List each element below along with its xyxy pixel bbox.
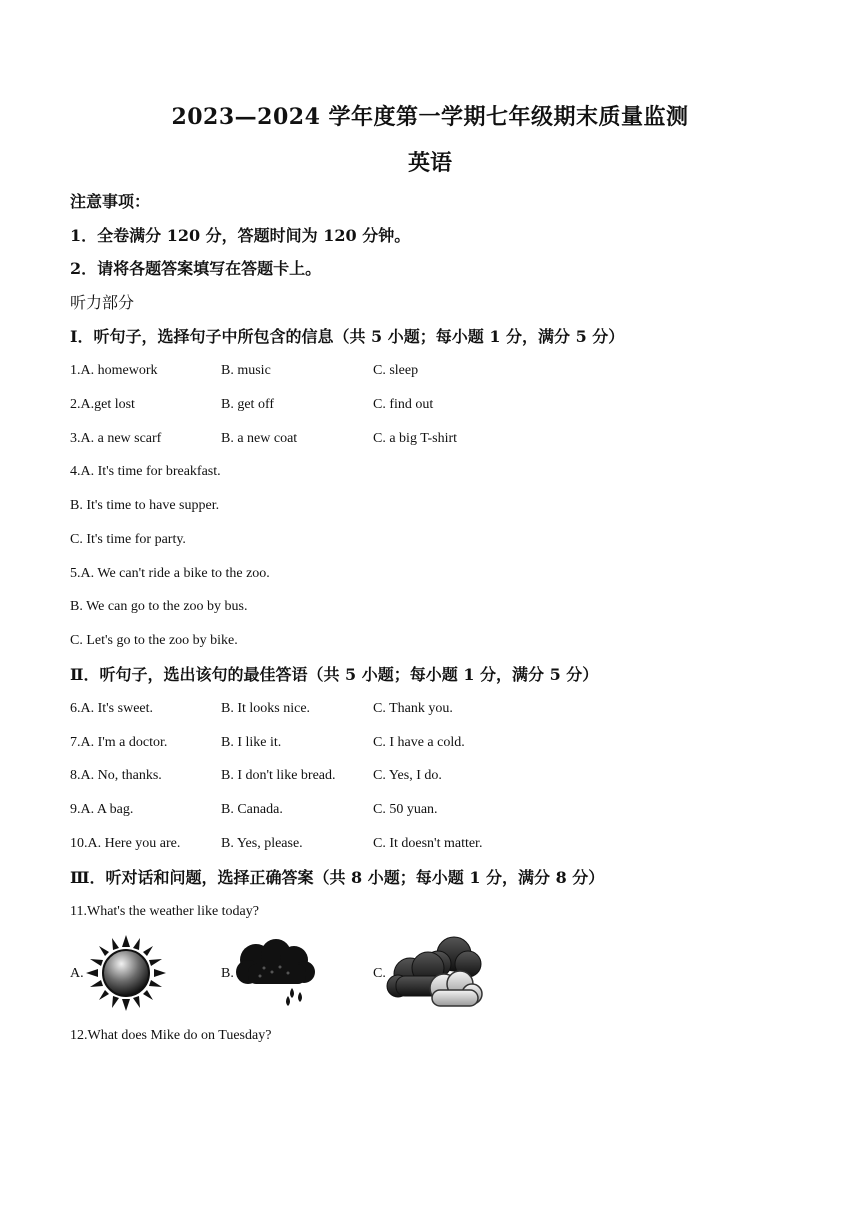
- q2-option-a: 2.A.get lost: [70, 397, 135, 412]
- note-item: 1．全卷满分 120 分，答题时间为 120 分钟。: [70, 226, 411, 245]
- q10-option-a: 10.A. Here you are.: [70, 836, 181, 851]
- q5-option-b: B. We can go to the zoo by bus.: [70, 599, 248, 614]
- q11-label-a: A.: [70, 966, 84, 981]
- q3-option-b: B. a new coat: [221, 431, 298, 446]
- q4-option-a: 4.A. It's time for breakfast.: [70, 464, 221, 479]
- page-title: 2023—2024 学年度第一学期七年级期末质量监测: [171, 104, 689, 130]
- q5-option-a: 5.A. We can't ride a bike to the zoo.: [70, 566, 270, 581]
- q11-label-c: C.: [373, 966, 386, 981]
- q8-option-b: B. I don't like bread.: [221, 768, 336, 783]
- q3-option-c: C. a big T-shirt: [373, 431, 458, 446]
- section2-heading: Ⅱ．听句子，选出该句的最佳答语（共 5 小题；每小题 1 分，满分 5 分）: [70, 665, 599, 684]
- q7-option-a: 7.A. I'm a doctor.: [70, 735, 168, 750]
- q4-option-c: C. It's time for party.: [70, 532, 186, 547]
- cloudy-icon: [386, 934, 484, 1012]
- q1-option-a: 1.A. homework: [70, 363, 158, 378]
- q11-question: 11.What's the weather like today?: [70, 904, 259, 919]
- section3-heading: Ⅲ．听对话和问题，选择正确答案（共 8 小题；每小题 1 分，满分 8 分）: [70, 868, 605, 887]
- q10-option-b: B. Yes, please.: [221, 836, 303, 851]
- q6-option-b: B. It looks nice.: [221, 701, 311, 716]
- q7-option-c: C. I have a cold.: [373, 735, 465, 750]
- subject-title: 英语: [407, 150, 452, 176]
- q9-option-c: C. 50 yuan.: [373, 802, 438, 817]
- q12-question: 12.What does Mike do on Tuesday?: [70, 1028, 272, 1043]
- q9-option-a: 9.A. A bag.: [70, 802, 134, 817]
- rain-cloud-icon: [234, 938, 318, 1008]
- notes-heading: 注意事项：: [70, 192, 151, 211]
- q2-option-c: C. find out: [373, 397, 434, 412]
- section1-heading: Ⅰ．听句子，选择句子中所包含的信息（共 5 小题；每小题 1 分，满分 5 分）: [70, 327, 625, 346]
- listening-heading: 听力部分: [70, 293, 135, 312]
- q4-option-b: B. It's time to have supper.: [70, 498, 220, 513]
- q9-option-b: B. Canada.: [221, 802, 283, 817]
- q6-option-c: C. Thank you.: [373, 701, 453, 716]
- q8-option-a: 8.A. No, thanks.: [70, 768, 162, 783]
- sun-icon: [84, 934, 168, 1012]
- q8-option-c: C. Yes, I do.: [373, 768, 442, 783]
- q3-option-a: 3.A. a new scarf: [70, 431, 162, 446]
- q2-option-b: B. get off: [221, 397, 275, 412]
- q5-option-c: C. Let's go to the zoo by bike.: [70, 633, 238, 648]
- q1-option-b: B. music: [221, 363, 271, 378]
- q1-option-c: C. sleep: [373, 363, 419, 378]
- q7-option-b: B. I like it.: [221, 735, 282, 750]
- note-item: 2．请将各题答案填写在答题卡上。: [70, 259, 322, 278]
- q10-option-c: C. It doesn't matter.: [373, 836, 483, 851]
- q11-label-b: B.: [221, 966, 234, 981]
- q6-option-a: 6.A. It's sweet.: [70, 701, 154, 716]
